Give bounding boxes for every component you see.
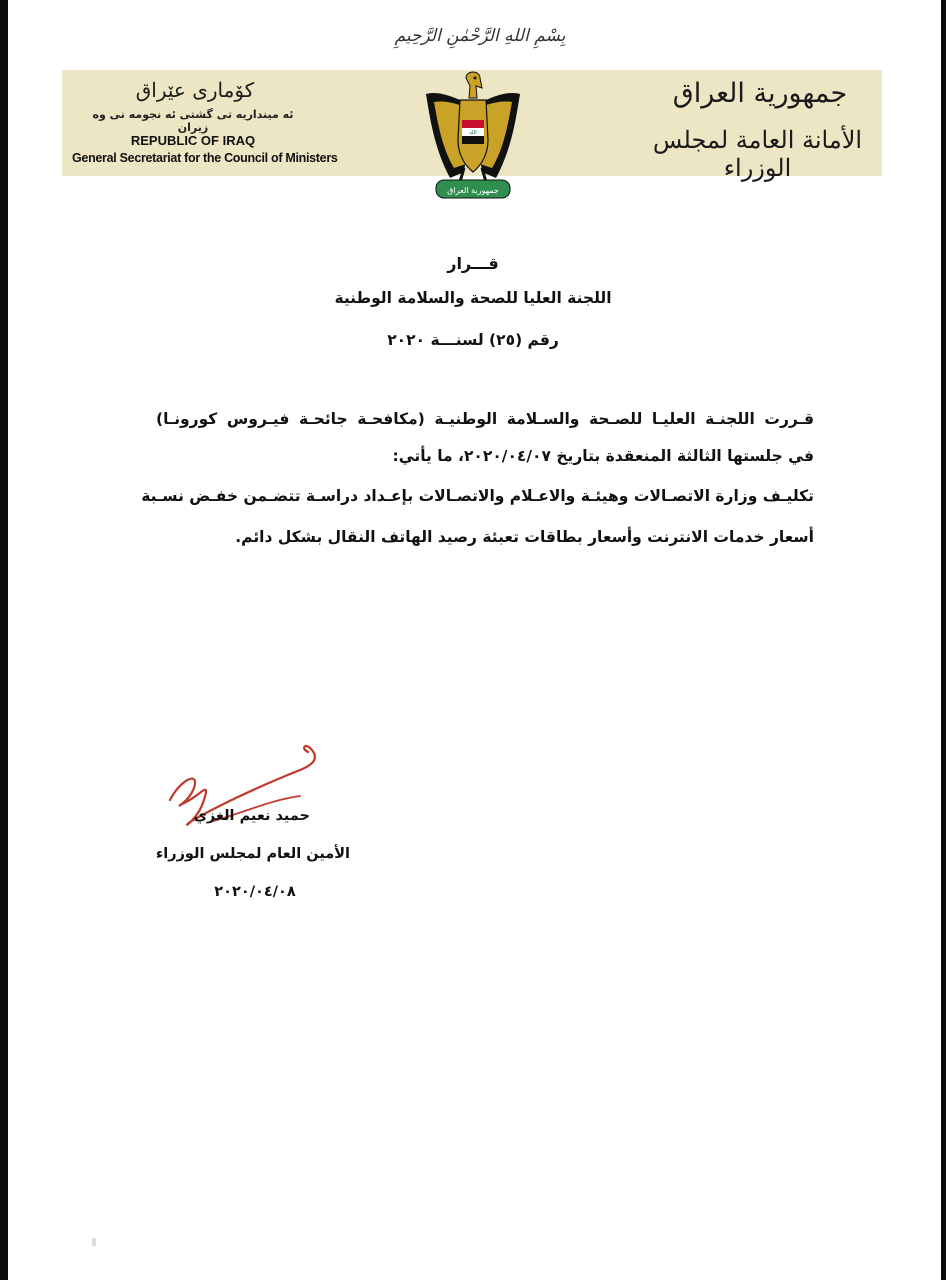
arabic-title: جمهورية العراق [672,78,848,109]
english-subtitle: General Secretariat for the Council of Ministers [72,151,338,165]
committee-name: اللجنة العليا للصحة والسلامة الوطنية [334,289,612,307]
decision-label: قـــرار [447,254,499,273]
kurdish-subtitle: ئه مینداریه تی گشتی ئه نجومه نی وه زیران [92,108,294,134]
signature-date: ٢٠٢٠/٠٤/٠٨ [214,884,296,900]
svg-text:الله: الله [469,130,477,136]
english-title: REPUBLIC OF IRAQ [130,133,256,148]
left-border [0,0,8,1280]
eagle-emblem-icon [420,68,526,206]
page-mark [92,1238,96,1246]
signatory-name: حميد نعيم الغزي [193,808,310,824]
decision-number: رقم (٢٥) لسنـــة ٢٠٢٠ [387,331,559,349]
body-line-3: تكليـف وزارة الاتصـالات وهيئـة والاعـلام والاتصـالات بإعـداد دراسـة تتضـمن خفـض نسـبة [141,487,814,505]
kurdish-title: كۆماری عێراق [135,78,255,102]
body-line-4: أسعار خدمات الانترنت وأسعار بطاقات تعبئة رصيد الهاتف النقال بشكل دائم. [235,528,814,546]
body-line-1: قـررت اللجنـة العليـا للصـحة والسـلامة الوطنيـة (مكافحـة جائحـة فيـروس كورونـا) [156,410,814,428]
emblem-caption: جمهورية العراق [447,186,499,195]
signatory-title: الأمين العام لمجلس الوزراء [155,846,350,862]
basmala-text: بِسْمِ اللهِ الرَّحْمٰنِ الرَّحِيمِ [394,26,566,46]
right-border [941,0,946,1280]
arabic-subtitle: الأمانة العامة لمجلس الوزراء [652,126,863,182]
body-line-2: في جلستها الثالثة المنعقدة بتاريخ ٢٠٢٠/٠٤/٠٧، ما يأتي: [392,447,814,465]
